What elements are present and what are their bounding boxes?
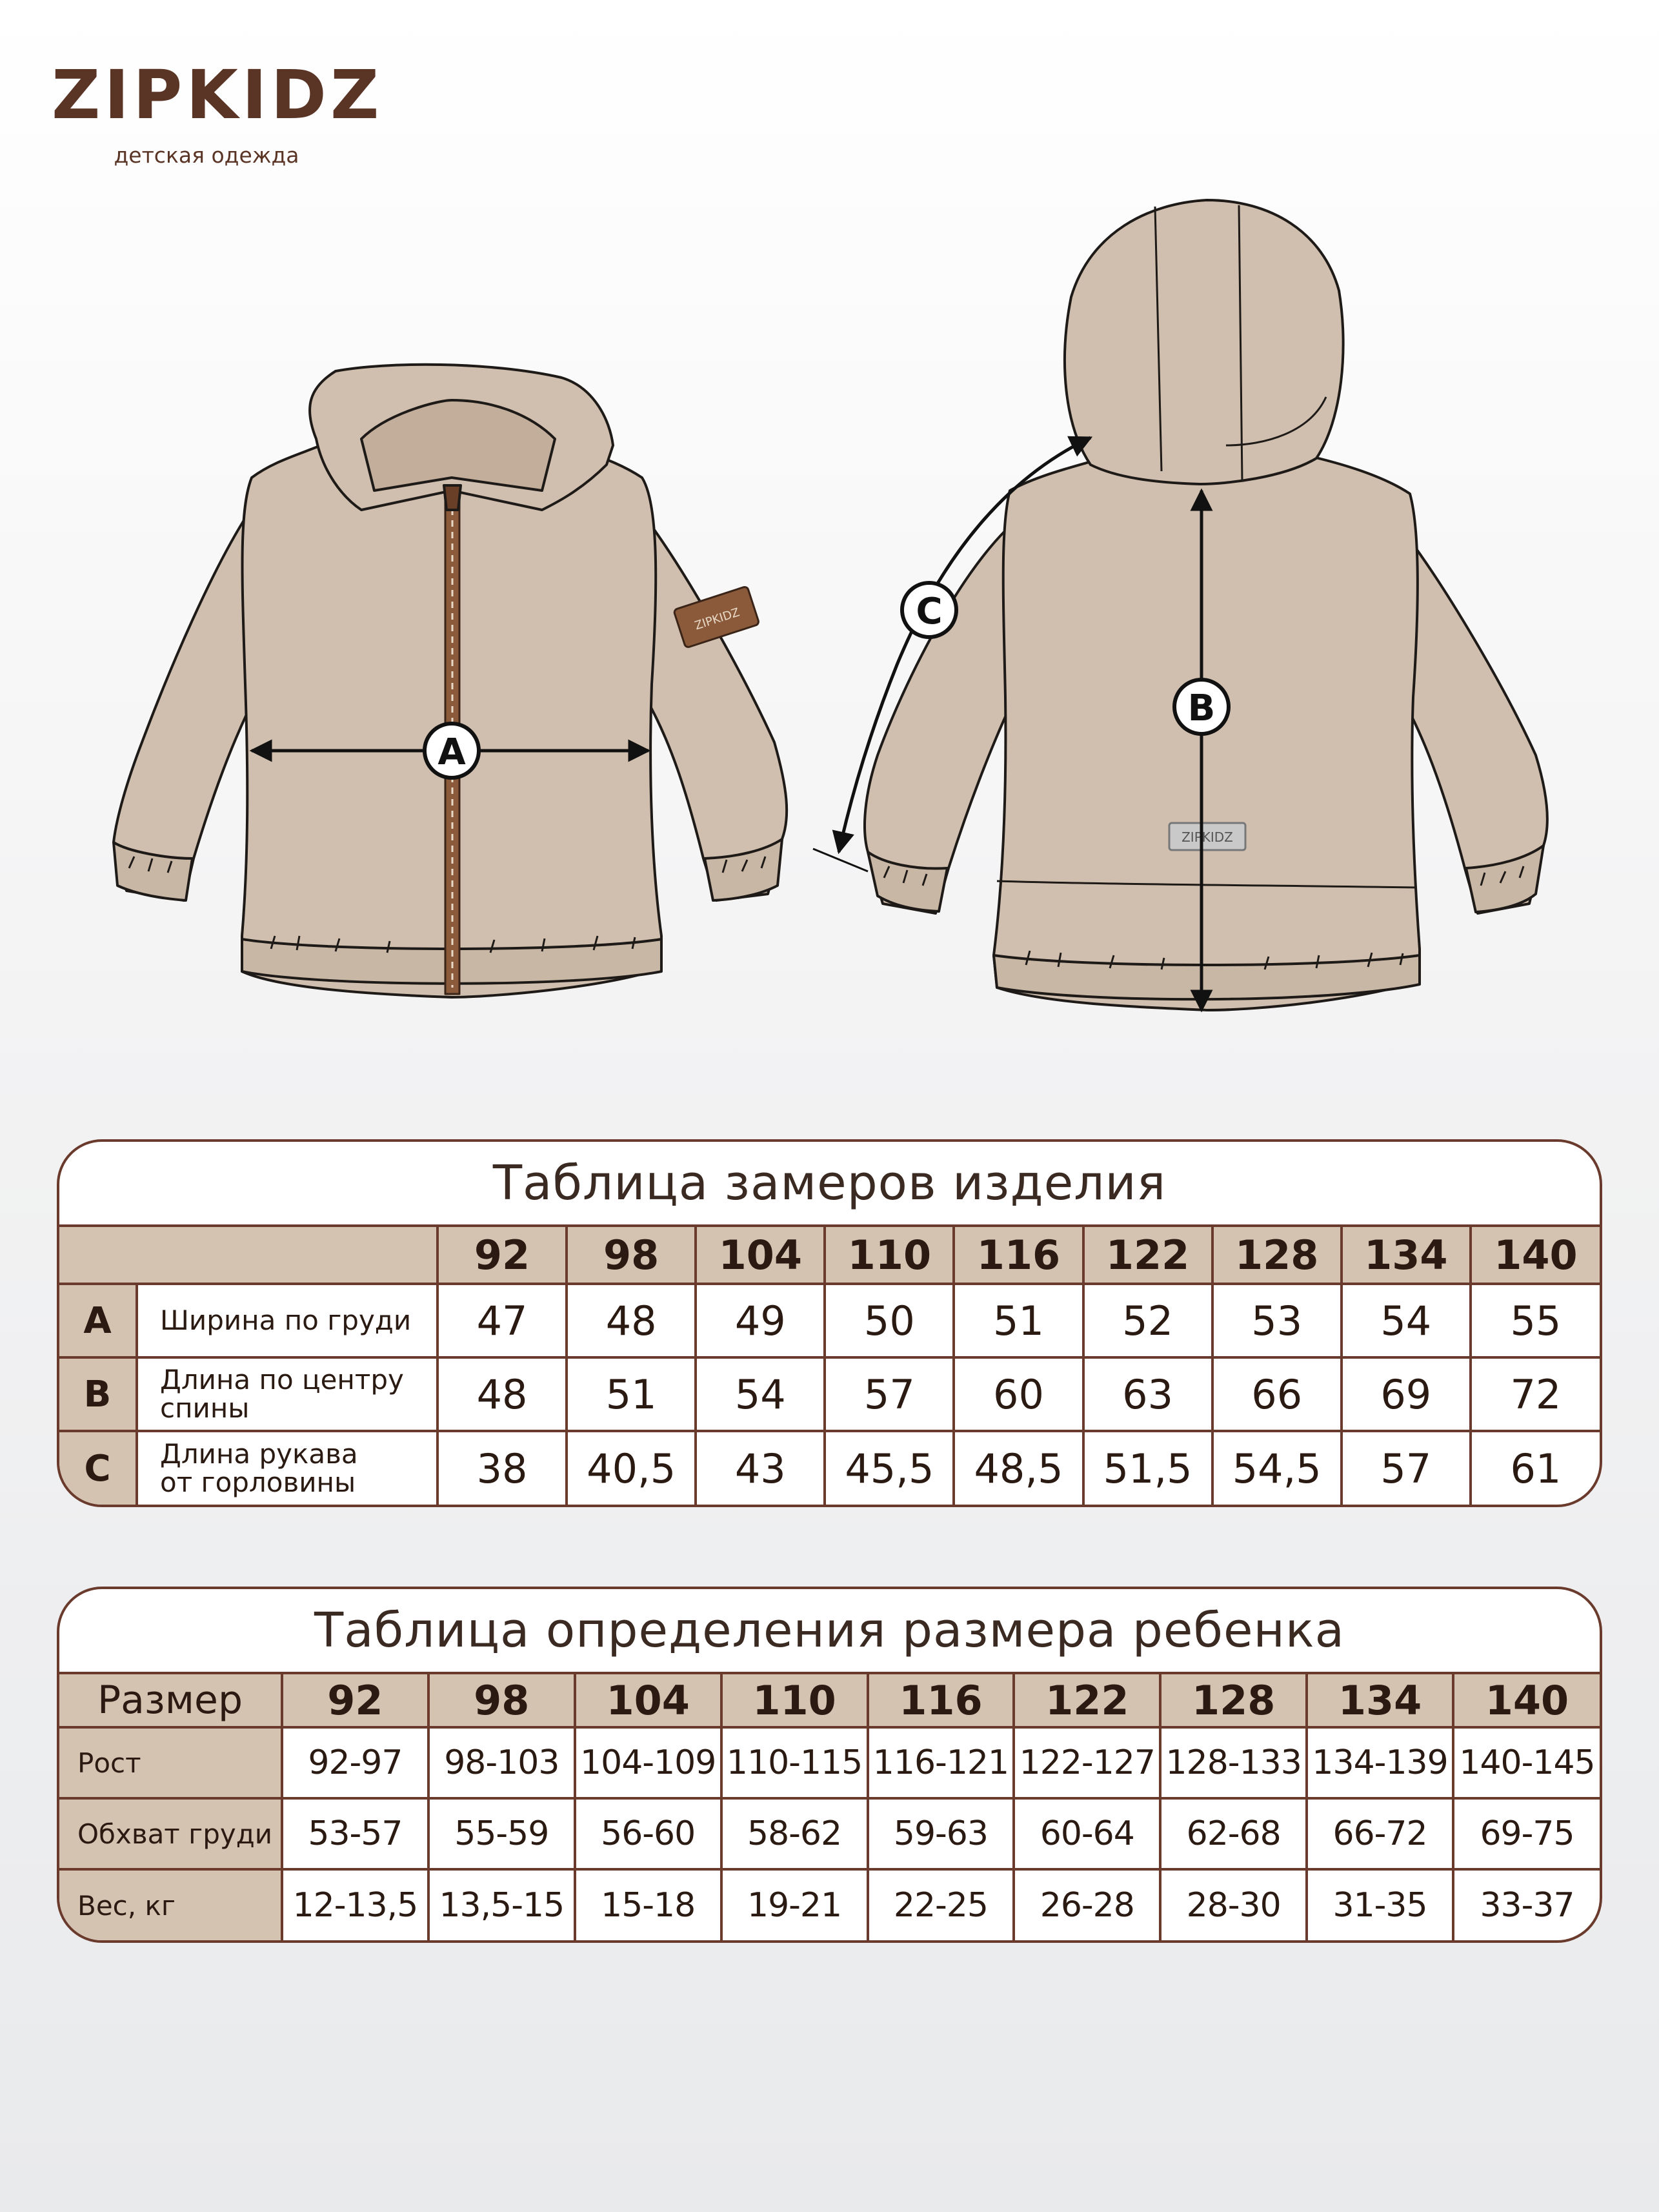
size-header: 116 — [954, 1226, 1083, 1284]
size-label: Размер — [59, 1673, 282, 1727]
table-cell: 98-103 — [428, 1727, 575, 1798]
size-header: 134 — [1307, 1673, 1453, 1727]
table-cell: 31-35 — [1307, 1869, 1453, 1940]
table-cell: 66-72 — [1307, 1798, 1453, 1869]
row-letter: C — [59, 1431, 137, 1505]
row-label: Вес, кг — [59, 1869, 282, 1940]
table-cell: 92-97 — [282, 1727, 428, 1798]
row-letter: A — [59, 1284, 137, 1357]
table-cell: 140-145 — [1453, 1727, 1600, 1798]
measurements-header-blank — [59, 1226, 437, 1284]
table-cell: 69-75 — [1453, 1798, 1600, 1869]
size-header: 134 — [1342, 1226, 1471, 1284]
table-cell: 72 — [1471, 1357, 1600, 1431]
table-cell: 52 — [1083, 1284, 1212, 1357]
table-cell: 40,5 — [567, 1431, 696, 1505]
size-row-weight — [59, 1869, 1600, 1940]
table-cell: 28-30 — [1160, 1869, 1307, 1940]
measurements-table-title: Таблица замеров изделия — [492, 1155, 1167, 1211]
size-header: 122 — [1014, 1673, 1160, 1727]
front-left-sleeve — [114, 513, 255, 900]
size-header: 104 — [696, 1226, 825, 1284]
size-row-chest — [59, 1798, 1600, 1869]
table-cell: 58-62 — [721, 1798, 868, 1869]
jacket-front-view — [114, 365, 787, 997]
measurement-row-a — [59, 1284, 1600, 1357]
size-header: 92 — [282, 1673, 428, 1727]
table-cell: 54,5 — [1212, 1431, 1342, 1505]
table-cell: 59-63 — [868, 1798, 1014, 1869]
table-cell: 54 — [1342, 1284, 1471, 1357]
table-cell: 69 — [1342, 1357, 1471, 1431]
size-header: 140 — [1471, 1226, 1600, 1284]
brand-name: ZIPKIDZ — [52, 56, 383, 134]
table-cell: 55-59 — [428, 1798, 575, 1869]
table-cell: 38 — [437, 1431, 567, 1505]
table-cell: 57 — [825, 1357, 954, 1431]
table-cell: 19-21 — [721, 1869, 868, 1940]
table-cell: 48 — [567, 1284, 696, 1357]
back-hood — [1065, 200, 1343, 484]
size-header: 98 — [567, 1226, 696, 1284]
table-cell: 56-60 — [575, 1798, 721, 1869]
size-header: 110 — [721, 1673, 868, 1727]
measurements-table-card — [57, 1139, 1602, 1507]
table-cell: 47 — [437, 1284, 567, 1357]
table-cell: 53 — [1212, 1284, 1342, 1357]
table-cell: 48 — [437, 1357, 567, 1431]
front-zipper-puller — [444, 485, 461, 510]
measurement-row-c — [59, 1431, 1600, 1505]
row-name-line1: Длина по центру — [160, 1363, 404, 1395]
table-cell: 54 — [696, 1357, 825, 1431]
table-cell: 15-18 — [575, 1869, 721, 1940]
row-name-line1: Длина рукава — [160, 1437, 358, 1470]
sleeve-patch-text: ZIPKIDZ — [692, 605, 741, 633]
marker-c-label: C — [916, 591, 943, 633]
measurement-row-b — [59, 1357, 1600, 1431]
size-header: 128 — [1160, 1673, 1307, 1727]
table-cell: 61 — [1471, 1431, 1600, 1505]
table-cell: 51 — [567, 1357, 696, 1431]
table-cell: 57 — [1342, 1431, 1471, 1505]
size-header: 128 — [1212, 1226, 1342, 1284]
size-header: 110 — [825, 1226, 954, 1284]
table-cell: 51 — [954, 1284, 1083, 1357]
row-label: Обхват груди — [59, 1798, 282, 1869]
table-cell: 134-139 — [1307, 1727, 1453, 1798]
row-name-line2: от горловины — [160, 1466, 356, 1498]
table-cell: 116-121 — [868, 1727, 1014, 1798]
size-row-height — [59, 1727, 1600, 1798]
size-header: 98 — [428, 1673, 575, 1727]
row-name-line2: спины — [160, 1392, 250, 1424]
table-cell: 122-127 — [1014, 1727, 1160, 1798]
table-cell: 60 — [954, 1357, 1083, 1431]
measurements-table — [59, 1224, 1600, 1505]
table-cell: 53-57 — [282, 1798, 428, 1869]
size-header: 116 — [868, 1673, 1014, 1727]
jacket-illustrations — [0, 0, 1659, 1059]
marker-b-label: B — [1187, 687, 1216, 729]
table-cell: 128-133 — [1160, 1727, 1307, 1798]
table-cell: 63 — [1083, 1357, 1212, 1431]
table-cell: 13,5-15 — [428, 1869, 575, 1940]
table-cell: 60-64 — [1014, 1798, 1160, 1869]
table-cell: 104-109 — [575, 1727, 721, 1798]
brand-tagline: детская одежда — [114, 143, 299, 168]
table-cell: 51,5 — [1083, 1431, 1212, 1505]
table-cell: 22-25 — [868, 1869, 1014, 1940]
table-cell: 33-37 — [1453, 1869, 1600, 1940]
table-cell: 66 — [1212, 1357, 1342, 1431]
row-label: Рост — [59, 1727, 282, 1798]
table-cell: 50 — [825, 1284, 954, 1357]
table-cell: 55 — [1471, 1284, 1600, 1357]
size-header: 104 — [575, 1673, 721, 1727]
table-cell: 45,5 — [825, 1431, 954, 1505]
front-right-sleeve — [642, 513, 787, 900]
table-cell: 110-115 — [721, 1727, 868, 1798]
marker-a-label: A — [437, 731, 466, 773]
size-table-title: Таблица определения размера ребенка — [314, 1603, 1345, 1658]
table-cell: 12-13,5 — [282, 1869, 428, 1940]
jacket-back-view — [865, 200, 1547, 1010]
table-cell: 43 — [696, 1431, 825, 1505]
row-name: Ширина по груди — [137, 1284, 437, 1357]
table-cell: 26-28 — [1014, 1869, 1160, 1940]
row-name — [137, 1357, 437, 1431]
size-table — [59, 1672, 1600, 1940]
table-cell: 48,5 — [954, 1431, 1083, 1505]
row-letter: B — [59, 1357, 137, 1431]
table-cell: 49 — [696, 1284, 825, 1357]
back-label-text: ZIPKIDZ — [1181, 829, 1233, 845]
size-header: 140 — [1453, 1673, 1600, 1727]
table-cell: 62-68 — [1160, 1798, 1307, 1869]
measurements-header-row — [59, 1226, 1600, 1284]
size-header: 92 — [437, 1226, 567, 1284]
row-name — [137, 1431, 437, 1505]
size-header: 122 — [1083, 1226, 1212, 1284]
size-header-row — [59, 1673, 1600, 1727]
size-table-card — [57, 1587, 1602, 1943]
